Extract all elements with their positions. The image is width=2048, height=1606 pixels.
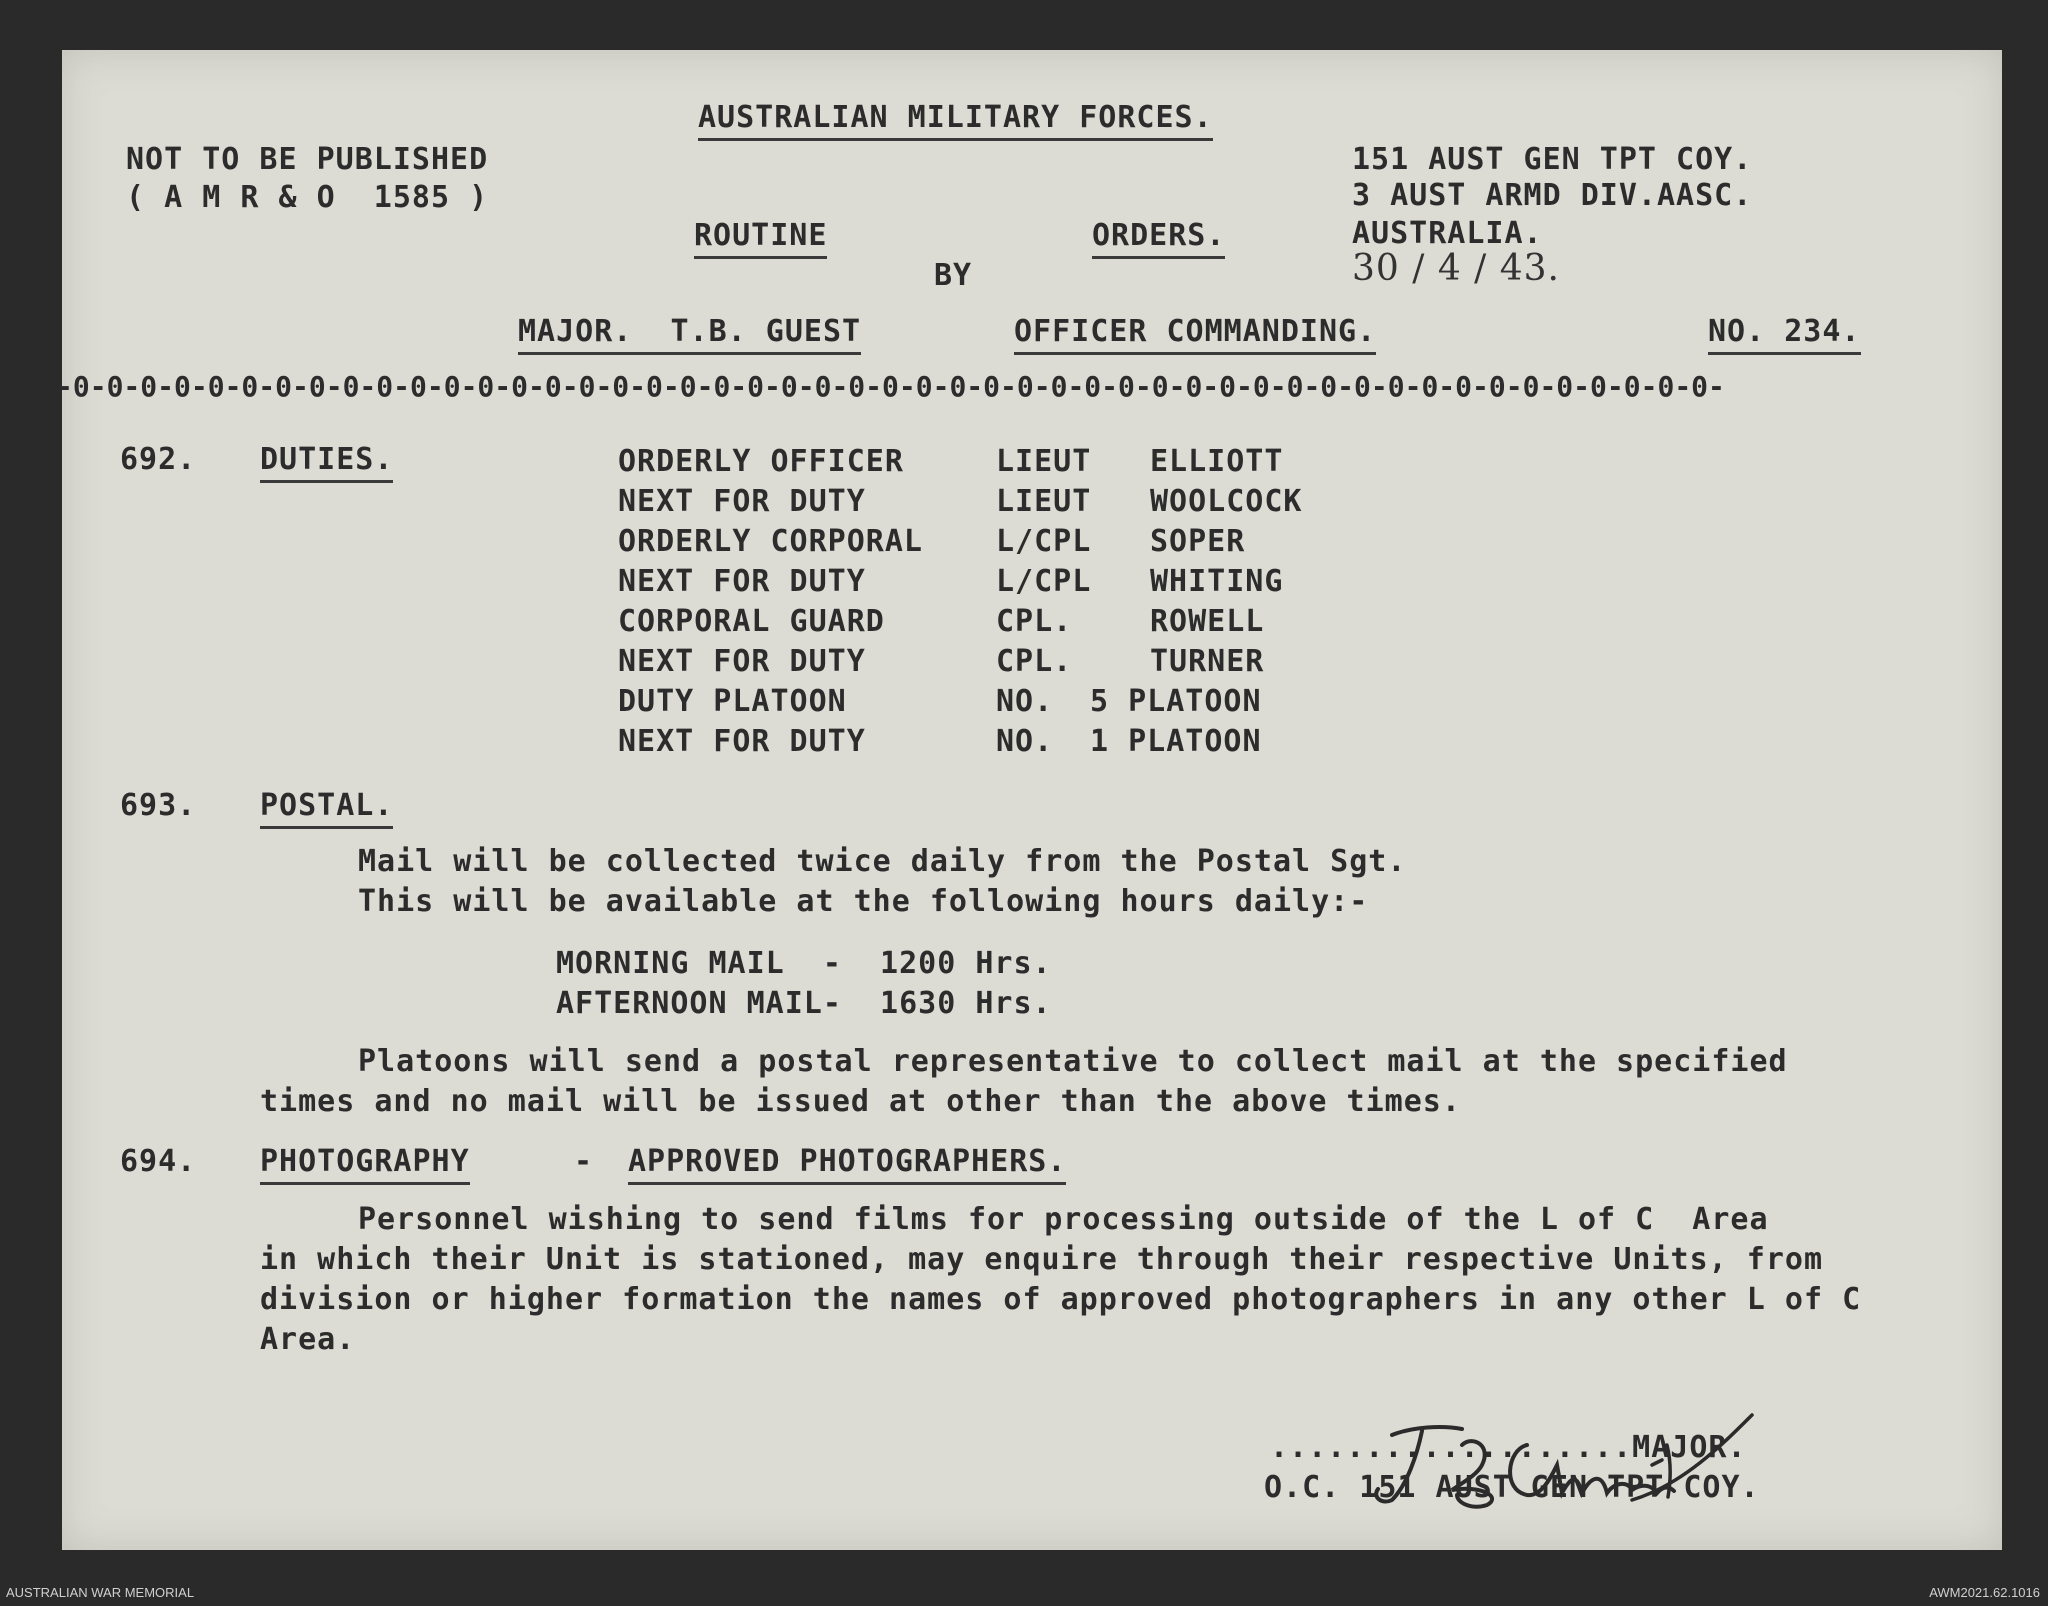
by-label: BY (934, 258, 973, 293)
postal-line3: Platoons will send a postal representative to collect mail at the specified (358, 1044, 1788, 1079)
duty-rank: CPL. (996, 644, 1073, 679)
duty-role: DUTY PLATOON (618, 684, 847, 719)
duty-rank: LIEUT (996, 484, 1092, 519)
duty-role: NEXT FOR DUTY (618, 724, 866, 759)
postal-line4: times and no mail will be issued at other than the above times. (260, 1084, 1461, 1119)
signature-line: ...................MAJOR. (1270, 1430, 1747, 1465)
duty-rank: LIEUT (996, 444, 1092, 479)
photography-heading: PHOTOGRAPHY (260, 1144, 470, 1185)
restriction-line1: NOT TO BE PUBLISHED (126, 142, 489, 177)
photography-dash: - (574, 1144, 594, 1179)
document-title: AUSTRALIAN MILITARY FORCES. (698, 100, 1213, 141)
postal-line2: This will be available at the following hours daily:- (358, 884, 1369, 919)
duty-name: WOOLCOCK (1150, 484, 1303, 519)
duty-name: WHITING (1150, 564, 1284, 599)
photography-line1: Personnel wishing to send films for processing outside of the L of C Area (358, 1202, 1769, 1237)
footer-source: AUSTRALIAN WAR MEMORIAL (6, 1585, 195, 1600)
document-page (56, 50, 2002, 1550)
duty-name: TURNER (1150, 644, 1265, 679)
unit-line3: AUSTRALIA. (1352, 216, 1543, 251)
duty-rank: CPL. (996, 604, 1073, 639)
postal-line1: Mail will be collected twice daily from the Postal Sgt. (358, 844, 1407, 879)
commander-name: MAJOR. T.B. GUEST (518, 314, 861, 355)
duty-rank: NO. (996, 684, 1054, 719)
duty-role: NEXT FOR DUTY (618, 644, 866, 679)
photography-line2: in which their Unit is stationed, may enquire through their respective Units, from (260, 1242, 1824, 1277)
orders-label: ORDERS. (1092, 218, 1225, 259)
duty-role: ORDERLY CORPORAL (618, 524, 923, 559)
officer-commanding: OFFICER COMMANDING. (1014, 314, 1376, 355)
unit-line2: 3 AUST ARMD DIV.AASC. (1352, 178, 1753, 213)
order-date: 30 / 4 / 43. (1352, 248, 1560, 289)
postal-heading: POSTAL. (260, 788, 393, 829)
photography-line4: Area. (260, 1322, 356, 1357)
oc-line: O.C. 151 AUST GEN TPT COY. (1264, 1470, 1760, 1505)
duty-rank: L/CPL (996, 524, 1092, 559)
photography-line3: division or higher formation the names of approved photographers in any other L of C (260, 1282, 1862, 1317)
section-number-693: 693. (120, 788, 197, 823)
afternoon-mail: AFTERNOON MAIL- 1630 Hrs. (556, 986, 1052, 1021)
duty-rank: L/CPL (996, 564, 1092, 599)
duty-role: ORDERLY OFFICER (618, 444, 904, 479)
order-number: NO. 234. (1708, 314, 1861, 355)
duty-name: ROWELL (1150, 604, 1265, 639)
duty-name: SOPER (1150, 524, 1246, 559)
section-number-692: 692. (120, 442, 197, 477)
duty-role: NEXT FOR DUTY (618, 484, 866, 519)
unit-line1: 151 AUST GEN TPT COY. (1352, 142, 1753, 177)
duty-rank: NO. (996, 724, 1054, 759)
routine-label: ROUTINE (694, 218, 827, 259)
duty-name: 5 PLATOON (1090, 684, 1262, 719)
restriction-line2: ( A M R & O 1585 ) (126, 180, 489, 215)
approved-photographers-heading: APPROVED PHOTOGRAPHERS. (628, 1144, 1066, 1185)
separator-line: -0-0-0-0-0-0-0-0-0-0-0-0-0-0-0-0-0-0-0-0-0-0-0-0-0-0-0-0-0-0-0-0-0-0-0-0-0-0-0-0-0-0-0-0-0-0-0-0-0- (56, 370, 1725, 403)
section-number-694: 694. (120, 1144, 197, 1179)
duty-role: CORPORAL GUARD (618, 604, 885, 639)
duty-role: NEXT FOR DUTY (618, 564, 866, 599)
duty-name: 1 PLATOON (1090, 724, 1262, 759)
footer-accession: AWM2021.62.1016 (1929, 1585, 2040, 1600)
morning-mail: MORNING MAIL - 1200 Hrs. (556, 946, 1052, 981)
duty-name: ELLIOTT (1150, 444, 1284, 479)
duties-heading: DUTIES. (260, 442, 393, 483)
